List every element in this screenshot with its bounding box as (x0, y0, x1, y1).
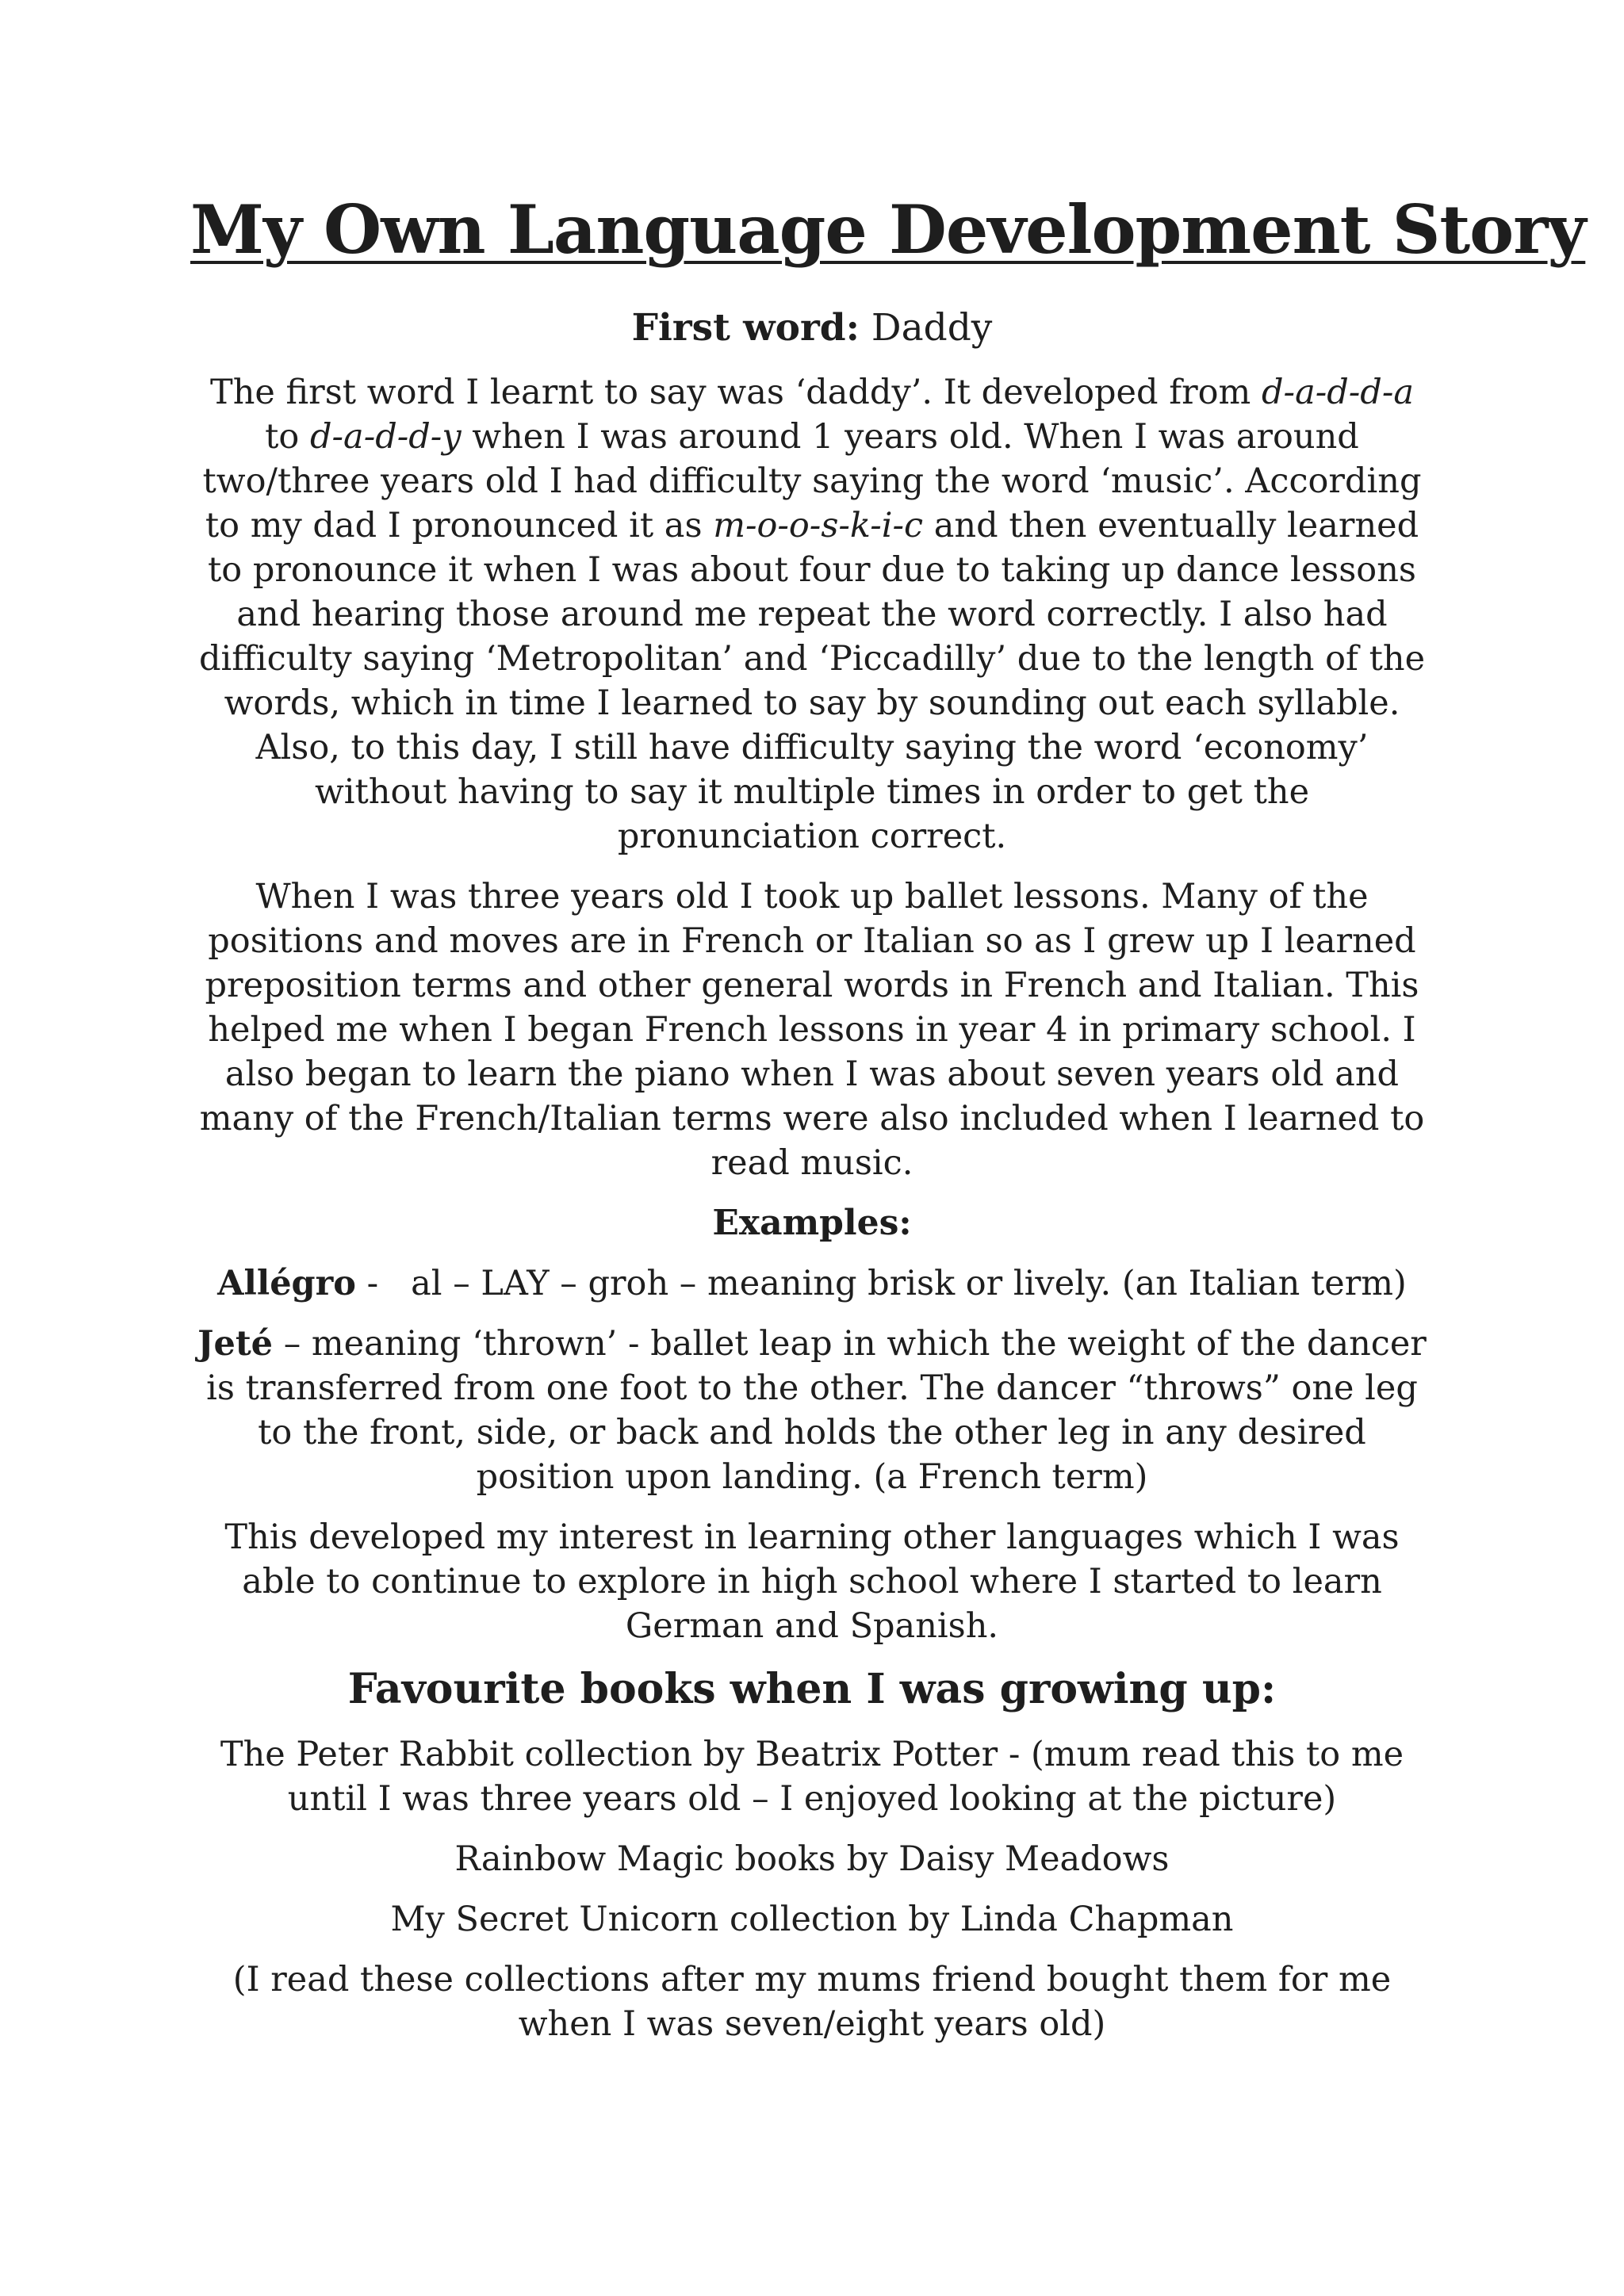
paragraph-ballet: When I was three years old I took up ballet lessons. Many of the positions and moves are in French or Italian so as I grew up I learned preposition terms and other general words in French and Italian. This helped me when I began French lessons in year 4 in primary school. I also began to learn the piano when I was about seven years old and many of the French/Italian terms were also included when I learned to read music. (199, 876, 1425, 1183)
pronunciation-text: d-a-d-d-y (310, 416, 462, 457)
examples-heading: Examples: (712, 1202, 912, 1243)
paragraph-text: when I was around 1 years old. When I was around two/three years old I had difficulty saying the word ‘music’. According to my dad I pronounced it as (202, 416, 1422, 545)
first-word-line (190, 302, 1434, 354)
example-term: Jeté (197, 1323, 274, 1364)
paragraph-text: and then eventually learned to pronounce it when I was about four due to taking up dance lessons and hearing those around me repeat the word correctly. I also had difficulty saying ‘Metropolitan’ and ‘Piccadilly’ due to the length of the words, which in time I learned to say by sounding out each syllable. Also, to this day, I still have difficulty saying the word ‘economy’ without having to say it multiple times in order to get the pronunciation correct. (198, 505, 1426, 856)
books-note: (I read these collections after my mums friend bought them for me when I was seven/eight years old) (232, 1959, 1392, 2044)
paragraph-first-word (190, 370, 1434, 859)
paragraph-languages: This developed my interest in learning other languages which I was able to continue to explore in high school where I started to learn German and Spanish. (224, 1517, 1400, 1646)
document-page (190, 190, 1586, 2062)
first-word-value: Daddy (871, 305, 993, 350)
paragraph-text: to (265, 416, 310, 457)
book-item: My Secret Unicorn collection by Linda Chapman (390, 1899, 1234, 1939)
pronunciation-text: d-a-d-d-a (1262, 372, 1414, 412)
pronunciation-text: m-o-o-s-k-i-c (713, 505, 924, 545)
paragraph-text: The first word I learnt to say was ‘daddy’. It developed from (210, 372, 1262, 412)
books-heading: Favourite books when I was growing up: (347, 1664, 1277, 1713)
example-jete (190, 1322, 1434, 1499)
first-word-label: First word: (631, 305, 860, 350)
book-item: The Peter Rabbit collection by Beatrix Potter - (mum read this to me until I was three years old – I enjoyed looking at the picture) (220, 1734, 1404, 1819)
example-allegro (190, 1261, 1434, 1306)
example-term: Allégro (217, 1263, 356, 1303)
example-text: – meaning ‘thrown’ - ballet leap in which the weight of the dancer is transferred from one foot to the other. The dancer “throws” one leg to the front, side, or back and holds the other leg in any desired position upon landing. (a French term) (206, 1323, 1427, 1497)
example-text: - al – LAY – groh – meaning brisk or lively. (an Italian term) (355, 1263, 1407, 1303)
book-item: Rainbow Magic books by Daisy Meadows (454, 1839, 1170, 1879)
page-title: My Own Language Development Story (190, 190, 1586, 269)
